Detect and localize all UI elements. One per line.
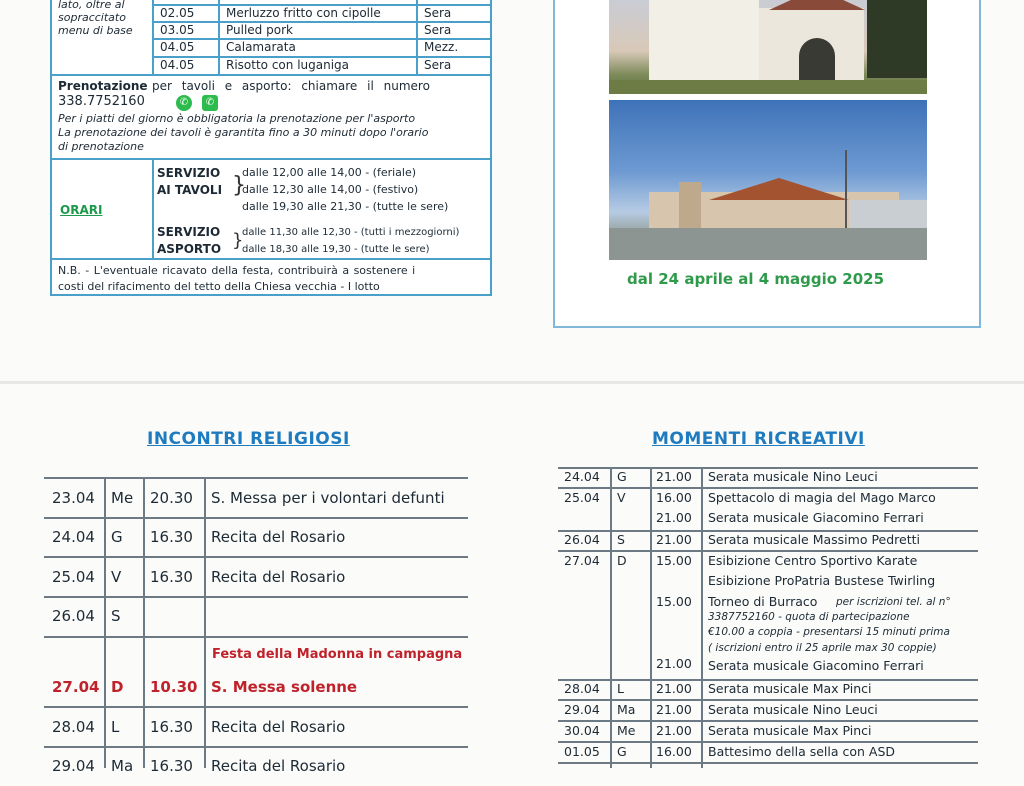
rel-event: S. Messa solenne	[211, 678, 358, 696]
rel-row	[44, 478, 468, 518]
ric-time: 21.00	[656, 723, 692, 738]
ric-event: Esibizione ProPatria Bustese Twirling	[708, 573, 936, 588]
feast-title: Festa della Madonna in campagna	[212, 647, 463, 662]
ric-event: Serata musicale Massimo Pedretti	[708, 532, 920, 547]
ric-row-line	[558, 487, 978, 489]
dish-name: Merluzzo fritto con cipolle	[226, 6, 381, 20]
rel-time: 10.30	[150, 678, 198, 696]
ric-row-line	[558, 720, 978, 722]
ric-day: Ma	[617, 702, 636, 717]
whatsapp-icon: ✆	[176, 95, 192, 111]
ric-event: Serata musicale Nino Leuci	[708, 469, 878, 484]
ric-event: Serata musicale Nino Leuci	[708, 702, 878, 717]
takeaway-hours: dalle 11,30 alle 12,30 - (tutti i mezzogiorni)	[242, 227, 460, 238]
ric-date: 25.04	[564, 490, 600, 505]
dish-name: Pulled pork	[226, 23, 293, 37]
rel-event: S. Messa per i volontari defunti	[211, 489, 445, 507]
table-service-label: SERVIZIO	[157, 166, 221, 180]
ric-time: 15.00	[656, 594, 692, 609]
ric-date: 24.04	[564, 469, 600, 484]
rel-day: S	[111, 607, 121, 625]
ric-event: Serata musicale Giacomino Ferrari	[708, 510, 924, 525]
table-hours: dalle 12,30 alle 14,00 - (festivo)	[242, 183, 419, 196]
rel-time: 16.30	[150, 757, 193, 775]
dish-date: 04.05	[160, 58, 195, 72]
ric-event: Battesimo della sella con ASD	[708, 744, 896, 759]
ric-event: Serata musicale Max Pinci	[708, 681, 872, 696]
menu-intro-3: menu di base	[58, 24, 133, 37]
rel-row	[44, 707, 468, 747]
rel-row	[44, 557, 468, 597]
rel-date: 23.04	[52, 489, 95, 507]
event-card	[553, 0, 981, 328]
dish-date: 03.05	[160, 23, 195, 37]
ric-event: Esibizione Centro Sportivo Karate	[708, 553, 918, 568]
dish-name: Risotto con luganiga	[226, 58, 350, 72]
ric-time: 21.00	[656, 702, 692, 717]
rel-time: 20.30	[150, 489, 193, 507]
ric-time: 21.00	[656, 469, 692, 484]
ric-day: S	[617, 532, 625, 547]
ric-day: L	[617, 681, 624, 696]
ric-time: 21.00	[656, 681, 692, 696]
ric-event: Spettacolo di magia del Mago Marco	[708, 490, 936, 505]
ric-time: 21.00	[656, 510, 692, 525]
rel-event: Recita del Rosario	[211, 528, 346, 546]
ric-day: G	[617, 744, 627, 759]
booking-label: Prenotazione	[58, 79, 148, 93]
table-service-label: AI TAVOLI	[157, 183, 223, 197]
menu-box	[50, 0, 492, 296]
ric-date: 28.04	[564, 681, 600, 696]
ric-date: 29.04	[564, 702, 600, 717]
takeaway-hours: dalle 18,30 alle 19,30 - (tutte le sere)	[242, 244, 430, 255]
page-divider	[0, 381, 1024, 384]
ric-time: 16.00	[656, 744, 692, 759]
dish-time: Sera	[424, 6, 452, 20]
rel-day: V	[111, 568, 122, 586]
dish-name: Calamarata	[226, 40, 296, 54]
dish-date: 02.05	[160, 6, 195, 20]
rel-day: Me	[111, 489, 134, 507]
pavilion-photo	[609, 100, 927, 260]
ric-day: Me	[617, 723, 636, 738]
rel-event: Recita del Rosario	[211, 718, 346, 736]
burraco-detail: per iscrizioni tel. al n°	[836, 596, 951, 608]
ric-date: 30.04	[564, 723, 600, 738]
rel-event: Recita del Rosario	[211, 757, 346, 775]
rel-row-line	[44, 636, 468, 638]
rel-date: 24.04	[52, 528, 95, 546]
ric-row-line	[558, 699, 978, 701]
ric-time: 15.00	[656, 553, 692, 568]
burraco-detail: 3387752160 - quota di partecipazione	[708, 611, 910, 623]
rel-date: 26.04	[52, 607, 95, 625]
takeaway-label: ASPORTO	[157, 242, 222, 256]
table-hours: dalle 19,30 alle 21,30 - (tutte le sere)	[242, 200, 449, 213]
section-line	[52, 258, 490, 260]
rel-day: D	[111, 678, 124, 696]
rel-date: 28.04	[52, 718, 95, 736]
rel-day: G	[111, 528, 123, 546]
rel-day: L	[111, 718, 120, 736]
takeaway-label: SERVIZIO	[157, 225, 221, 239]
menu-intro-2: sopraccitato	[58, 11, 126, 24]
event-dates: dal 24 aprile al 4 maggio 2025	[627, 270, 885, 288]
burraco-detail: ( iscrizioni entro il 25 aprile max 30 coppie)	[708, 642, 937, 654]
ric-event: Serata musicale Max Pinci	[708, 723, 872, 738]
ric-date: 27.04	[564, 553, 600, 568]
rel-date: 29.04	[52, 757, 95, 775]
ric-event: Serata musicale Giacomino Ferrari	[708, 658, 924, 673]
booking-note: La prenotazione dei tavoli è garantita fino a 30 minuti dopo l'orario	[58, 126, 429, 139]
ric-event: Torneo di Burraco	[708, 594, 818, 609]
booking-note: di prenotazione	[58, 140, 144, 153]
recreational-title: MOMENTI RICREATIVI	[652, 429, 865, 449]
booking-phone: 338.7752160	[58, 94, 145, 109]
rel-row	[44, 517, 468, 557]
brace: }	[232, 230, 244, 251]
rel-row	[44, 746, 468, 786]
menu-intro-1: lato, oltre al	[58, 0, 125, 11]
ric-date: 01.05	[564, 744, 600, 759]
ric-time: 21.00	[656, 656, 692, 671]
ric-day: D	[617, 553, 627, 568]
ric-date: 26.04	[564, 532, 600, 547]
rel-time: 16.30	[150, 528, 193, 546]
table-hours: dalle 12,00 alle 14,00 - (feriale)	[242, 166, 417, 179]
ric-col-line	[650, 467, 652, 768]
brace: }	[232, 173, 246, 198]
church-photo	[609, 0, 927, 94]
dish-date: 04.05	[160, 40, 195, 54]
rel-time: 16.30	[150, 718, 193, 736]
ric-time: 16.00	[656, 490, 692, 505]
rel-time: 16.30	[150, 568, 193, 586]
ric-col-line	[610, 467, 612, 768]
booking-text: per tavoli e asporto: chiamare il numero	[152, 79, 430, 93]
ric-row-line	[558, 741, 978, 743]
ric-row-line	[558, 550, 978, 552]
dish-row-line	[52, 74, 490, 76]
nb-note: costi del rifacimento del tetto della Chiesa vecchia - I lotto	[58, 280, 380, 293]
booking-note: Per i piatti del giorno è obbligatoria la prenotazione per l'asporto	[58, 112, 416, 125]
ric-time: 21.00	[656, 532, 692, 547]
ric-day: G	[617, 469, 627, 484]
rel-day: Ma	[111, 757, 134, 775]
ric-row-line	[558, 762, 978, 764]
whatsapp-icon: ✆	[202, 95, 218, 111]
burraco-detail: €10.00 a coppia - presentarsi 15 minuti prima	[708, 626, 950, 638]
rel-date: 27.04	[52, 678, 100, 696]
rel-row	[44, 667, 468, 707]
nb-note: N.B. - L'eventuale ricavato della festa, contribuirà a sostenere i	[58, 264, 416, 277]
ric-col-line	[701, 467, 703, 768]
orari-label: ORARI	[60, 203, 103, 217]
rel-event: Recita del Rosario	[211, 568, 346, 586]
dish-time: Sera	[424, 23, 452, 37]
rel-row	[44, 596, 468, 636]
dish-time: Sera	[424, 58, 452, 72]
section-line	[52, 158, 490, 160]
ric-day: V	[617, 490, 626, 505]
rel-date: 25.04	[52, 568, 95, 586]
dish-time: Mezz.	[424, 40, 459, 54]
orari-divider	[152, 158, 154, 258]
religious-title: INCONTRI RELIGIOSI	[147, 429, 350, 449]
